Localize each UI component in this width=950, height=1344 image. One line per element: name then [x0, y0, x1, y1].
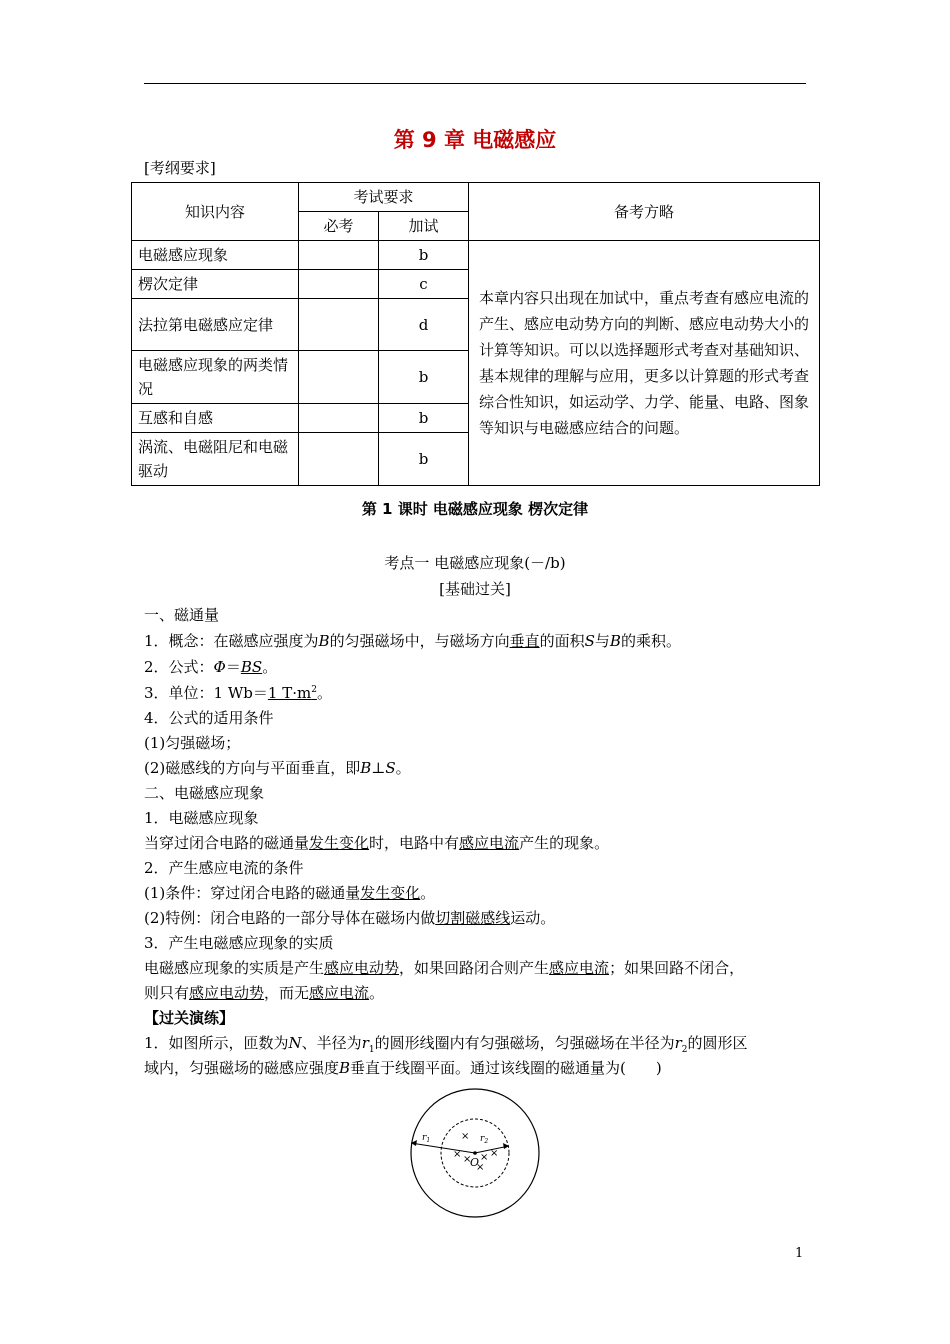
row-extra: d	[379, 299, 469, 351]
header-rule	[144, 83, 806, 84]
lesson-title: 第 1 课时 电磁感应现象 楞次定律	[361, 500, 589, 518]
field-cross: ×	[461, 1131, 470, 1142]
field-cross: ×	[480, 1152, 489, 1163]
row-name: 电磁感应现象	[132, 241, 299, 270]
field-cross: ×	[463, 1154, 472, 1165]
point-title: 考点一 电磁感应现象(－/b)	[384, 554, 566, 572]
subsection-title: 2．产生感应电流的条件	[144, 859, 304, 877]
row-required	[299, 433, 379, 486]
o-label: O	[470, 1156, 480, 1169]
condition-title: 4．公式的适用条件	[144, 709, 274, 727]
row-extra: b	[379, 351, 469, 404]
row-required	[299, 270, 379, 299]
row-name: 电磁感应现象的两类情况	[132, 351, 299, 404]
row-extra: b	[379, 404, 469, 433]
radius-r2-arrow	[503, 1143, 509, 1149]
section-title: 二、电磁感应现象	[144, 784, 265, 802]
field-cross: ×	[476, 1162, 485, 1173]
page-number: 1	[795, 1246, 804, 1261]
radius-r1-line	[411, 1143, 475, 1153]
condition-1: (1)匀强磁场；	[144, 734, 241, 752]
r2-label: $r_2$	[480, 1134, 489, 1145]
outline-label: [考纲要求]	[144, 159, 216, 177]
chapter-title: 第 9 章 电磁感应	[393, 128, 557, 152]
center-point	[473, 1151, 477, 1155]
row-name: 互感和自感	[132, 404, 299, 433]
row-required	[299, 241, 379, 270]
row-name: 法拉第电磁感应定律	[132, 299, 299, 351]
requirements-table	[131, 182, 820, 486]
formula-line: 2．公式：Φ＝BS。	[144, 658, 278, 676]
header-exam: 考试要求	[299, 183, 469, 212]
paragraph: (1)条件：穿过闭合电路的磁通量发生变化。	[144, 884, 436, 902]
row-required	[299, 404, 379, 433]
field-cross: ×	[453, 1149, 462, 1160]
header-required: 必考	[299, 212, 379, 241]
row-name: 楞次定律	[132, 270, 299, 299]
row-name: 涡流、电磁阻尼和电磁驱动	[132, 433, 299, 486]
subsection-title: 3．产生电磁感应现象的实质	[144, 934, 334, 952]
field-cross: ×	[490, 1148, 499, 1159]
row-extra: b	[379, 433, 469, 486]
subsection-title: 1．电磁感应现象	[144, 809, 259, 827]
header-strategy: 备考方略	[469, 183, 820, 241]
question-1-line-1: 1．如图所示，匝数为N、半径为$r_1$的圆形线圈内有匀强磁场，匀强磁场在半径为$r_2$的圆形区	[144, 1034, 748, 1055]
paragraph: 电磁感应现象的实质是产生感应电动势，如果回路闭合则产生感应电流；如果回路不闭合，	[144, 959, 745, 977]
practice-label: 【过关演练】	[144, 1009, 235, 1027]
row-required	[299, 299, 379, 351]
strategy-text: 本章内容只出现在加试中，重点考查有感应电流的产生、感应电动势方向的判断、感应电动势大小的计算等知识。可以以选择题形式考查对基础知识、基本规律的理解与应用，更多以计算题的形式考查综合性知识，如运动学、力学、能量、电路、图象等知识与电磁感应结合的问题。	[469, 241, 820, 486]
condition-2: (2)磁感线的方向与平面垂直，即B⊥S。	[144, 759, 411, 777]
row-extra: b	[379, 241, 469, 270]
header-extra: 加试	[379, 212, 469, 241]
header-knowledge: 知识内容	[132, 183, 299, 241]
question-1-line-2: 域内，匀强磁场的磁感应强度B垂直于线圈平面。通过该线圈的磁通量为( )	[144, 1059, 662, 1077]
section-title: 一、磁通量	[144, 606, 220, 624]
unit-line: 3．单位：1 Wb＝1 $T\cdot m^2$。	[144, 684, 332, 702]
basics-label: [基础过关]	[439, 580, 511, 598]
paragraph: 则只有感应电动势，而无感应电流。	[144, 984, 385, 1002]
r1-label: $r_1$	[422, 1133, 431, 1144]
row-extra: c	[379, 270, 469, 299]
paragraph: 当穿过闭合电路的磁通量发生变化时，电路中有感应电流产生的现象。	[144, 834, 610, 852]
coil-figure	[400, 1088, 550, 1238]
paragraph: (2)特例：闭合电路的一部分导体在磁场内做切割磁感线运动。	[144, 909, 556, 927]
concept-line: 1．概念：在磁感应强度为B的匀强磁场中，与磁场方向垂直的面积S与B的乘积。	[144, 632, 681, 650]
row-required	[299, 351, 379, 404]
